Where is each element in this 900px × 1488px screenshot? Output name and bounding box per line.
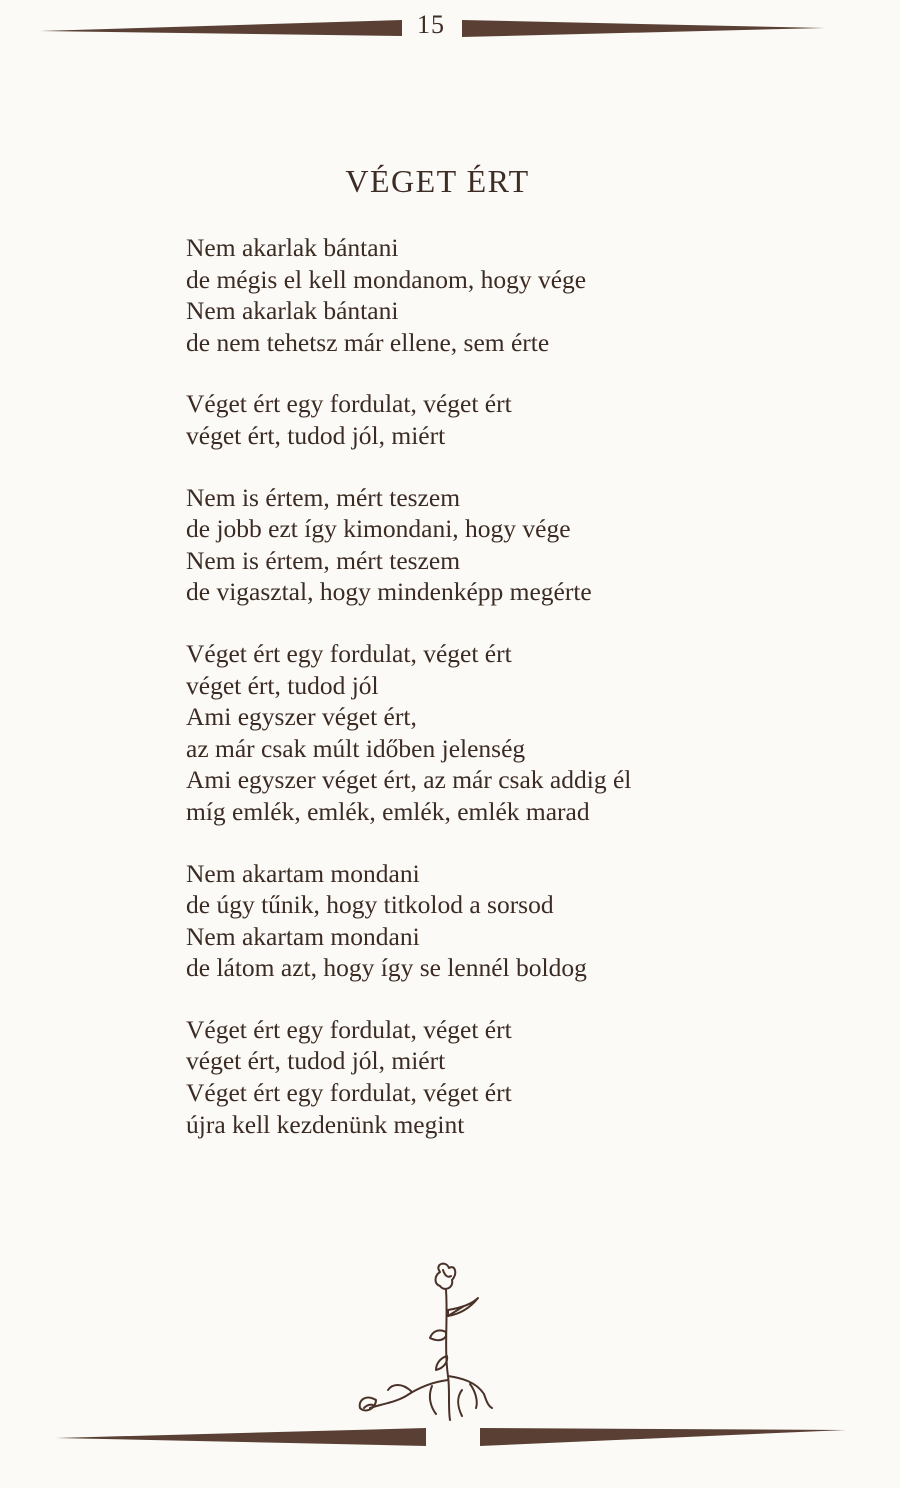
page-number: 15 <box>417 10 445 39</box>
poem-line: Nem akarlak bántani <box>186 296 399 326</box>
stanza <box>186 232 746 358</box>
poem-line: de nem tehetsz már ellene, sem érte <box>186 327 550 357</box>
poem-line: de mégis el kell mondanom, hogy vége <box>186 264 587 294</box>
poem-line: újra kell kezdenünk megint <box>186 1109 465 1139</box>
stanza <box>186 1014 746 1140</box>
poem-line: Nem akartam mondani <box>186 921 420 951</box>
poem-line: Nem akarlak bántani <box>186 233 399 262</box>
poem-line: Nem is értem, mért teszem <box>186 482 461 512</box>
poem-line: Nem akartam mondani <box>186 858 420 888</box>
poem-line: az már csak múlt időben jelenség <box>186 733 526 763</box>
poem-line: de látom azt, hogy így se lennél boldog <box>186 953 587 983</box>
poem-line: Ami egyszer véget ért, az már csak addig él <box>186 765 632 795</box>
poem-body <box>186 232 746 1170</box>
poem-line: de vigasztal, hogy mindenképp megérte <box>186 577 592 607</box>
stanza <box>186 638 746 828</box>
poem-line: de úgy tűnik, hogy titkolod a sorsod <box>186 890 554 920</box>
poem-line: véget ért, tudod jól <box>186 670 379 700</box>
stanza <box>186 858 746 984</box>
poem-line: véget ért, tudod jól, miért <box>186 420 446 450</box>
poem-line: véget ért, tudod jól, miért <box>186 1046 446 1076</box>
stanza <box>186 388 746 451</box>
poem-title: VÉGET ÉRT <box>345 163 530 199</box>
poem-line: Véget ért egy fordulat, véget ért <box>186 1014 512 1044</box>
poem-line: Véget ért egy fordulat, véget ért <box>186 1078 512 1108</box>
rose-icon <box>352 1258 497 1428</box>
poem-line: míg emlék, emlék, emlék, emlék marad <box>186 796 590 826</box>
poem-line: Nem is értem, mért teszem <box>186 545 461 575</box>
poem-line: Véget ért egy fordulat, véget ért <box>186 389 512 419</box>
poem-line: de jobb ezt így kimondani, hogy vége <box>186 514 571 544</box>
poem-line: Véget ért egy fordulat, véget ért <box>186 638 512 668</box>
poem-line: Ami egyszer véget ért, <box>186 702 417 732</box>
stanza <box>186 482 746 608</box>
bottom-decorative-rule <box>56 1420 846 1450</box>
